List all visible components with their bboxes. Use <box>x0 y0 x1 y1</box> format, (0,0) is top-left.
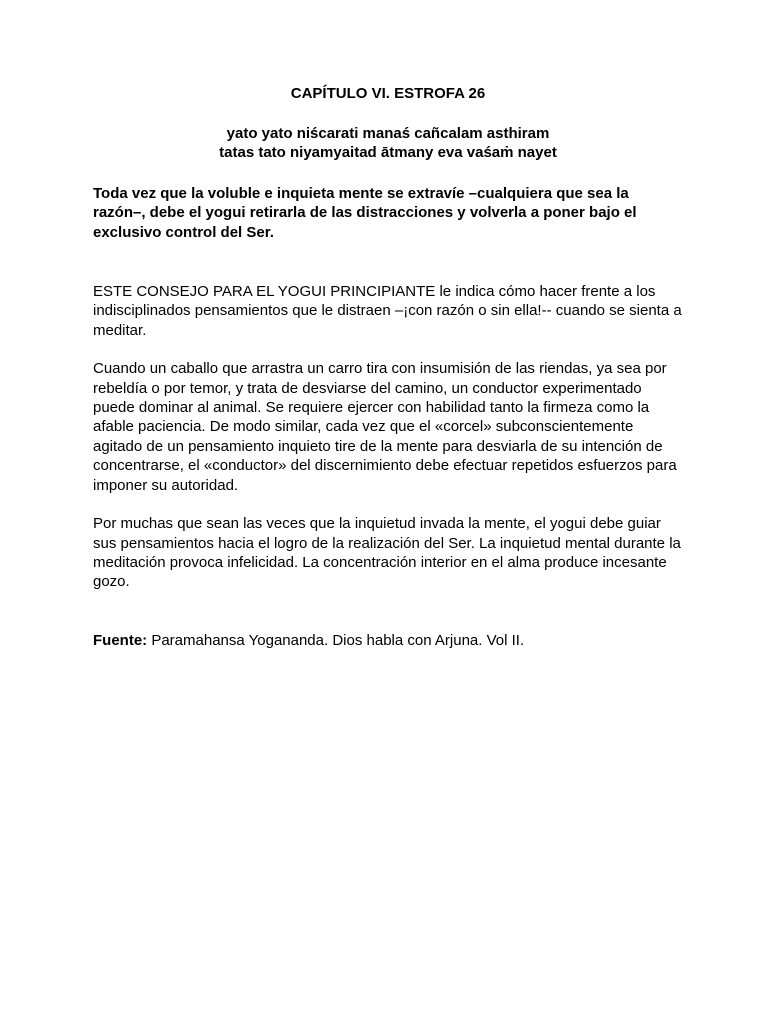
source-text: Paramahansa Yogananda. Dios habla con Arjuna. Vol II. <box>147 631 525 649</box>
source-label: Fuente: <box>93 631 148 649</box>
body-paragraph: ESTE CONSEJO PARA EL YOGUI PRINCIPIANTE le indica cómo hacer frente a los indisciplinados pensamientos que le distraen –¡con razón o sin ella!-- cuando se sienta a meditar. <box>93 283 682 339</box>
chapter-title: CAPÍTULO VI. ESTROFA 26 <box>290 85 486 102</box>
document-page <box>93 84 683 650</box>
body-paragraph: Por muchas que sean las veces que la inquietud invada la mente, el yogui debe guiar sus pensamientos hacia el logro de la realización del Ser. La inquietud mental durante la meditación provoca infelicidad. La concentración interior en el alma produce incesante gozo. <box>93 515 681 591</box>
verse-line: yato yato niścarati manaś cañcalam asthiram <box>226 125 550 142</box>
body-paragraph: Cuando un caballo que arrastra un carro tira con insumisión de las riendas, ya sea por rebeldía o por temor, y trata de desviarse del camino, un conductor experimentado puede dominar al animal. Se requiere ejercer con habilidad tanto la firmeza como la afable paciencia. De modo similar, cada vez que el «corcel» subconscientemente agitado de un pensamiento inquieto tire de la mente para desviarla de su intención de concentrarse, el «conductor» del discernimiento debe efectuar repetidos esfuerzos para imponer su autoridad. <box>93 360 677 494</box>
verse-translation: Toda vez que la voluble e inquieta mente se extravíe –cualquiera que sea la razón–, debe el yogui retirarla de las distracciones y volverla a poner bajo el exclusivo control del Ser. <box>93 184 637 241</box>
sanskrit-verse <box>93 124 683 163</box>
verse-line: tatas tato niyamyaitad ātmany eva vaśaṁ nayet <box>219 144 557 162</box>
source-citation <box>93 631 683 650</box>
